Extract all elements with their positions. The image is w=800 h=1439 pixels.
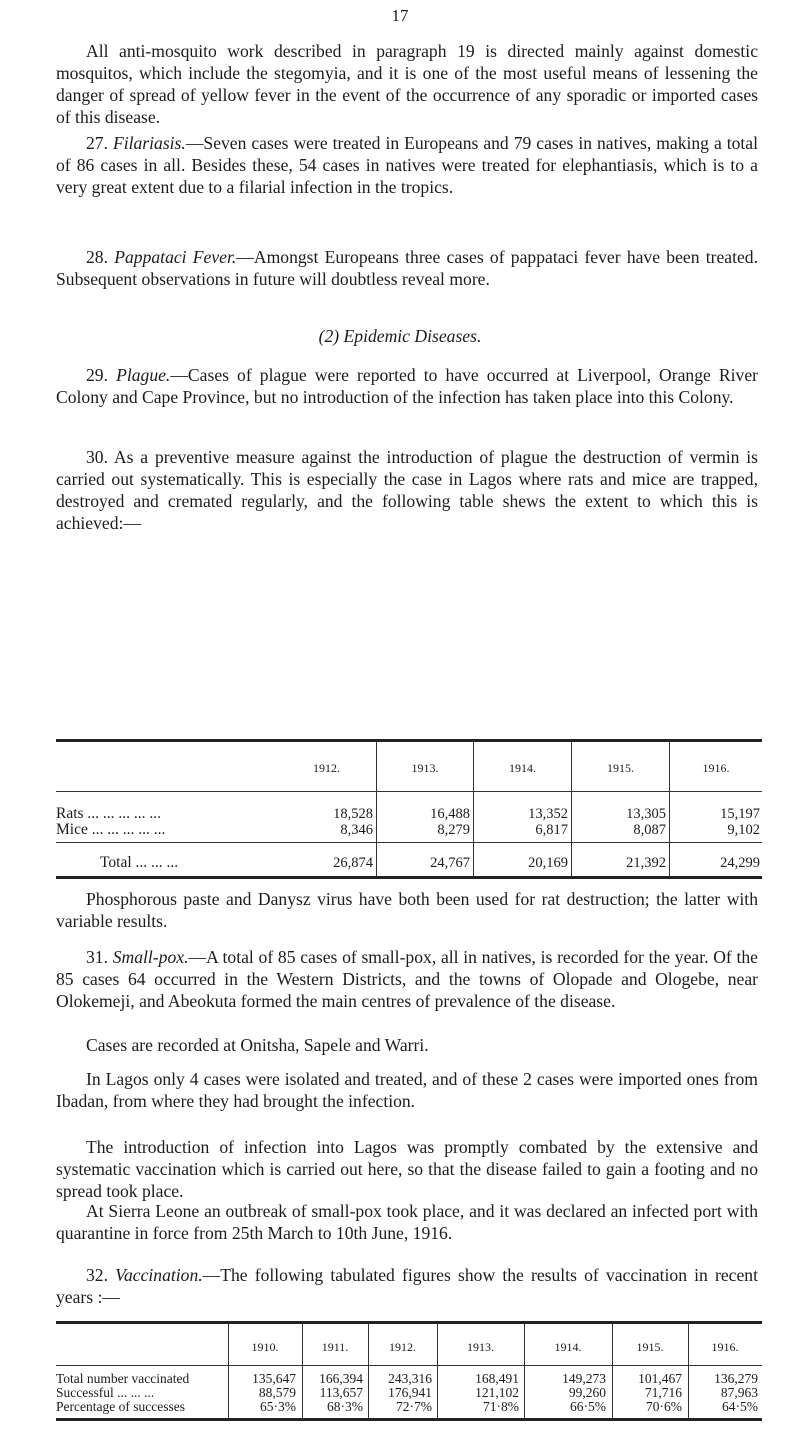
year-header: 1913. <box>467 1340 494 1354</box>
table-total-rule <box>56 842 762 843</box>
paragraph-text: —The following tabulated figures show the results of vaccination in recent years :— <box>56 1265 758 1307</box>
paragraph-text: —Amongst Europeans three cases of pappataci fever have been treated. Subsequent observations in future will doubtless reveal more. <box>56 247 758 289</box>
row-label-total-vaccinated: Total number vaccinated <box>56 1371 190 1386</box>
table-cell: 9,102 <box>727 822 760 838</box>
table-cell: 99,260 <box>568 1385 606 1400</box>
paragraph-text: —Seven cases were treated in Europeans and 79 cases in natives, making a total of 86 cases in all. Besides these, 54 cases in natives were treated for elephantiasis, which is to a very great extent due to a filarial infection in the tropics. <box>56 133 758 197</box>
paragraph-number: 29. <box>86 365 108 385</box>
row-label-total: Total ... ... ... <box>100 854 179 871</box>
paragraph-number: 28. <box>86 247 108 267</box>
paragraph-31-smallpox <box>56 946 758 1012</box>
table-cell: 65·3% <box>260 1399 296 1414</box>
paragraph-number: 27. <box>86 133 108 153</box>
year-header: 1910. <box>251 1340 279 1354</box>
paragraph-number: 31. <box>86 947 108 967</box>
table-cell: 6,817 <box>535 822 568 838</box>
table-cell: 8,279 <box>437 822 470 838</box>
table-cell: 88,579 <box>258 1385 296 1400</box>
table-cell: 243,316 <box>388 1371 432 1386</box>
table-cell: 64·5% <box>722 1399 758 1414</box>
year-header: 1914. <box>554 1340 582 1354</box>
table-cell: 16,488 <box>430 806 470 822</box>
table-cell: 68·3% <box>327 1399 363 1414</box>
section-title: Plague. <box>116 365 171 385</box>
paragraph-lagos: In Lagos only 4 cases were isolated and treated, and of these 2 cases were imported ones from Ibadan, from where they had brought the infection. <box>56 1069 758 1111</box>
row-label-rats: Rats ... ... ... ... ... <box>56 805 162 822</box>
table-cell: 18,528 <box>333 806 373 822</box>
row-label-successful: Successful ... ... ... <box>56 1385 155 1400</box>
section-heading-epidemic: (2) Epidemic Diseases. <box>318 326 482 346</box>
year-header: 1911. <box>321 1340 349 1354</box>
year-header: 1913. <box>411 761 439 775</box>
rats-mice-table <box>56 739 762 879</box>
table-cell: 135,647 <box>252 1371 296 1386</box>
table-cell-total: 24,767 <box>430 855 470 871</box>
table-top-rule <box>56 1321 762 1324</box>
year-header: 1915. <box>607 761 634 775</box>
table-header-rule <box>56 1365 762 1366</box>
paragraph-28-pappataci <box>56 246 758 290</box>
paragraph-sierra-leone: At Sierra Leone an outbreak of small-pox took place, and it was declared an infected port with quarantine in force from 25th March to 10th June, 1916. <box>56 1201 758 1243</box>
table-cell: 166,394 <box>319 1371 363 1386</box>
table-cell: 13,305 <box>626 806 666 822</box>
paragraph-introduction: The introduction of infection into Lagos was promptly combated by the extensive and systematic vaccination which is carried out here, so that the disease failed to gain a footing and no spread took place. <box>56 1137 758 1201</box>
table-header-rule <box>56 791 762 792</box>
table-cell-total: 24,299 <box>720 855 760 871</box>
table-top-rule <box>56 739 762 742</box>
table-cell: 71,716 <box>644 1385 682 1400</box>
paragraph-32-vaccination <box>56 1264 758 1308</box>
table-cell: 149,273 <box>562 1371 606 1386</box>
paragraph-text: —A total of 85 cases of small-pox, all in natives, is recorded for the year. Of the 85 cases 64 occurred in the Western Districts, and the towns of Olopade and Ologebe, near Olokemeji, and Abeokuta formed the main centres of prevalence of the disease. <box>56 947 758 1011</box>
table-cell: 13,352 <box>528 806 568 822</box>
paragraph-27-filariasis <box>56 132 758 198</box>
page-number: 17 <box>391 6 409 25</box>
table-bottom-rule <box>56 876 762 879</box>
table-cell: 8,346 <box>340 822 373 838</box>
table-cell: 121,102 <box>475 1385 519 1400</box>
table-cell: 71·8% <box>483 1399 519 1414</box>
table-cell: 66·5% <box>570 1399 606 1414</box>
paragraph-30-preventive: 30. As a preventive measure against the introduction of plague the destruction of vermin is carried out systematically. This is especially the case in Lagos where rats and mice are trapped, destroyed and cremated regularly, and the following table shews the extent to which this is achieved:— <box>56 447 758 533</box>
paragraph-29-plague <box>56 364 758 408</box>
paragraph-onitsha: Cases are recorded at Onitsha, Sapele and Warri. <box>86 1035 429 1055</box>
year-header: 1916. <box>702 761 730 775</box>
table-cell: 136,279 <box>714 1371 758 1386</box>
year-header: 1916. <box>711 1340 739 1354</box>
table-cell-total: 21,392 <box>626 855 666 871</box>
paragraph-number: 32. <box>86 1265 108 1285</box>
table-cell: 70·6% <box>646 1399 682 1414</box>
section-title: Pappataci Fever. <box>114 247 237 267</box>
year-header: 1912. <box>389 1340 416 1354</box>
section-title: Small-pox. <box>112 947 189 967</box>
section-title: Vaccination. <box>115 1265 203 1285</box>
year-header: 1914. <box>509 761 536 775</box>
row-label-percentage: Percentage of successes <box>56 1399 185 1414</box>
paragraph-phosphorous: Phosphorous paste and Danysz virus have both been used for rat destruction; the latter with variable results. <box>56 889 758 931</box>
year-header: 1915. <box>636 1340 664 1354</box>
table-bottom-rule <box>56 1418 762 1421</box>
table-cell: 101,467 <box>638 1371 682 1386</box>
table-cell: 15,197 <box>720 806 760 822</box>
table-cell: 168,491 <box>475 1371 519 1386</box>
table-cell: 176,941 <box>388 1385 432 1400</box>
row-label-mice: Mice ... ... ... ... ... <box>56 821 166 838</box>
table-cell: 72·7% <box>396 1399 432 1414</box>
section-title: Filariasis. <box>112 133 186 153</box>
table-cell: 8,087 <box>633 822 666 838</box>
table-cell-total: 20,169 <box>528 855 568 871</box>
year-header: 1912. <box>313 761 340 775</box>
table-cell: 113,657 <box>319 1385 363 1400</box>
table-cell: 87,963 <box>720 1385 758 1400</box>
table-cell-total: 26,874 <box>333 855 373 871</box>
vaccination-table <box>56 1321 762 1421</box>
paragraph-text: —Cases of plague were reported to have occurred at Liverpool, Orange River Colony and Cape Province, but no introduction of the infection has taken place into this Colony. <box>56 365 758 407</box>
paragraph-antimosquito: All anti-mosquito work described in paragraph 19 is directed mainly against domestic mosquitos, which include the stegomyia, and it is one of the most useful means of lessening the danger of spread of yellow fever in the event of the occurrence of any sporadic or imported cases of this disease. <box>56 41 758 127</box>
